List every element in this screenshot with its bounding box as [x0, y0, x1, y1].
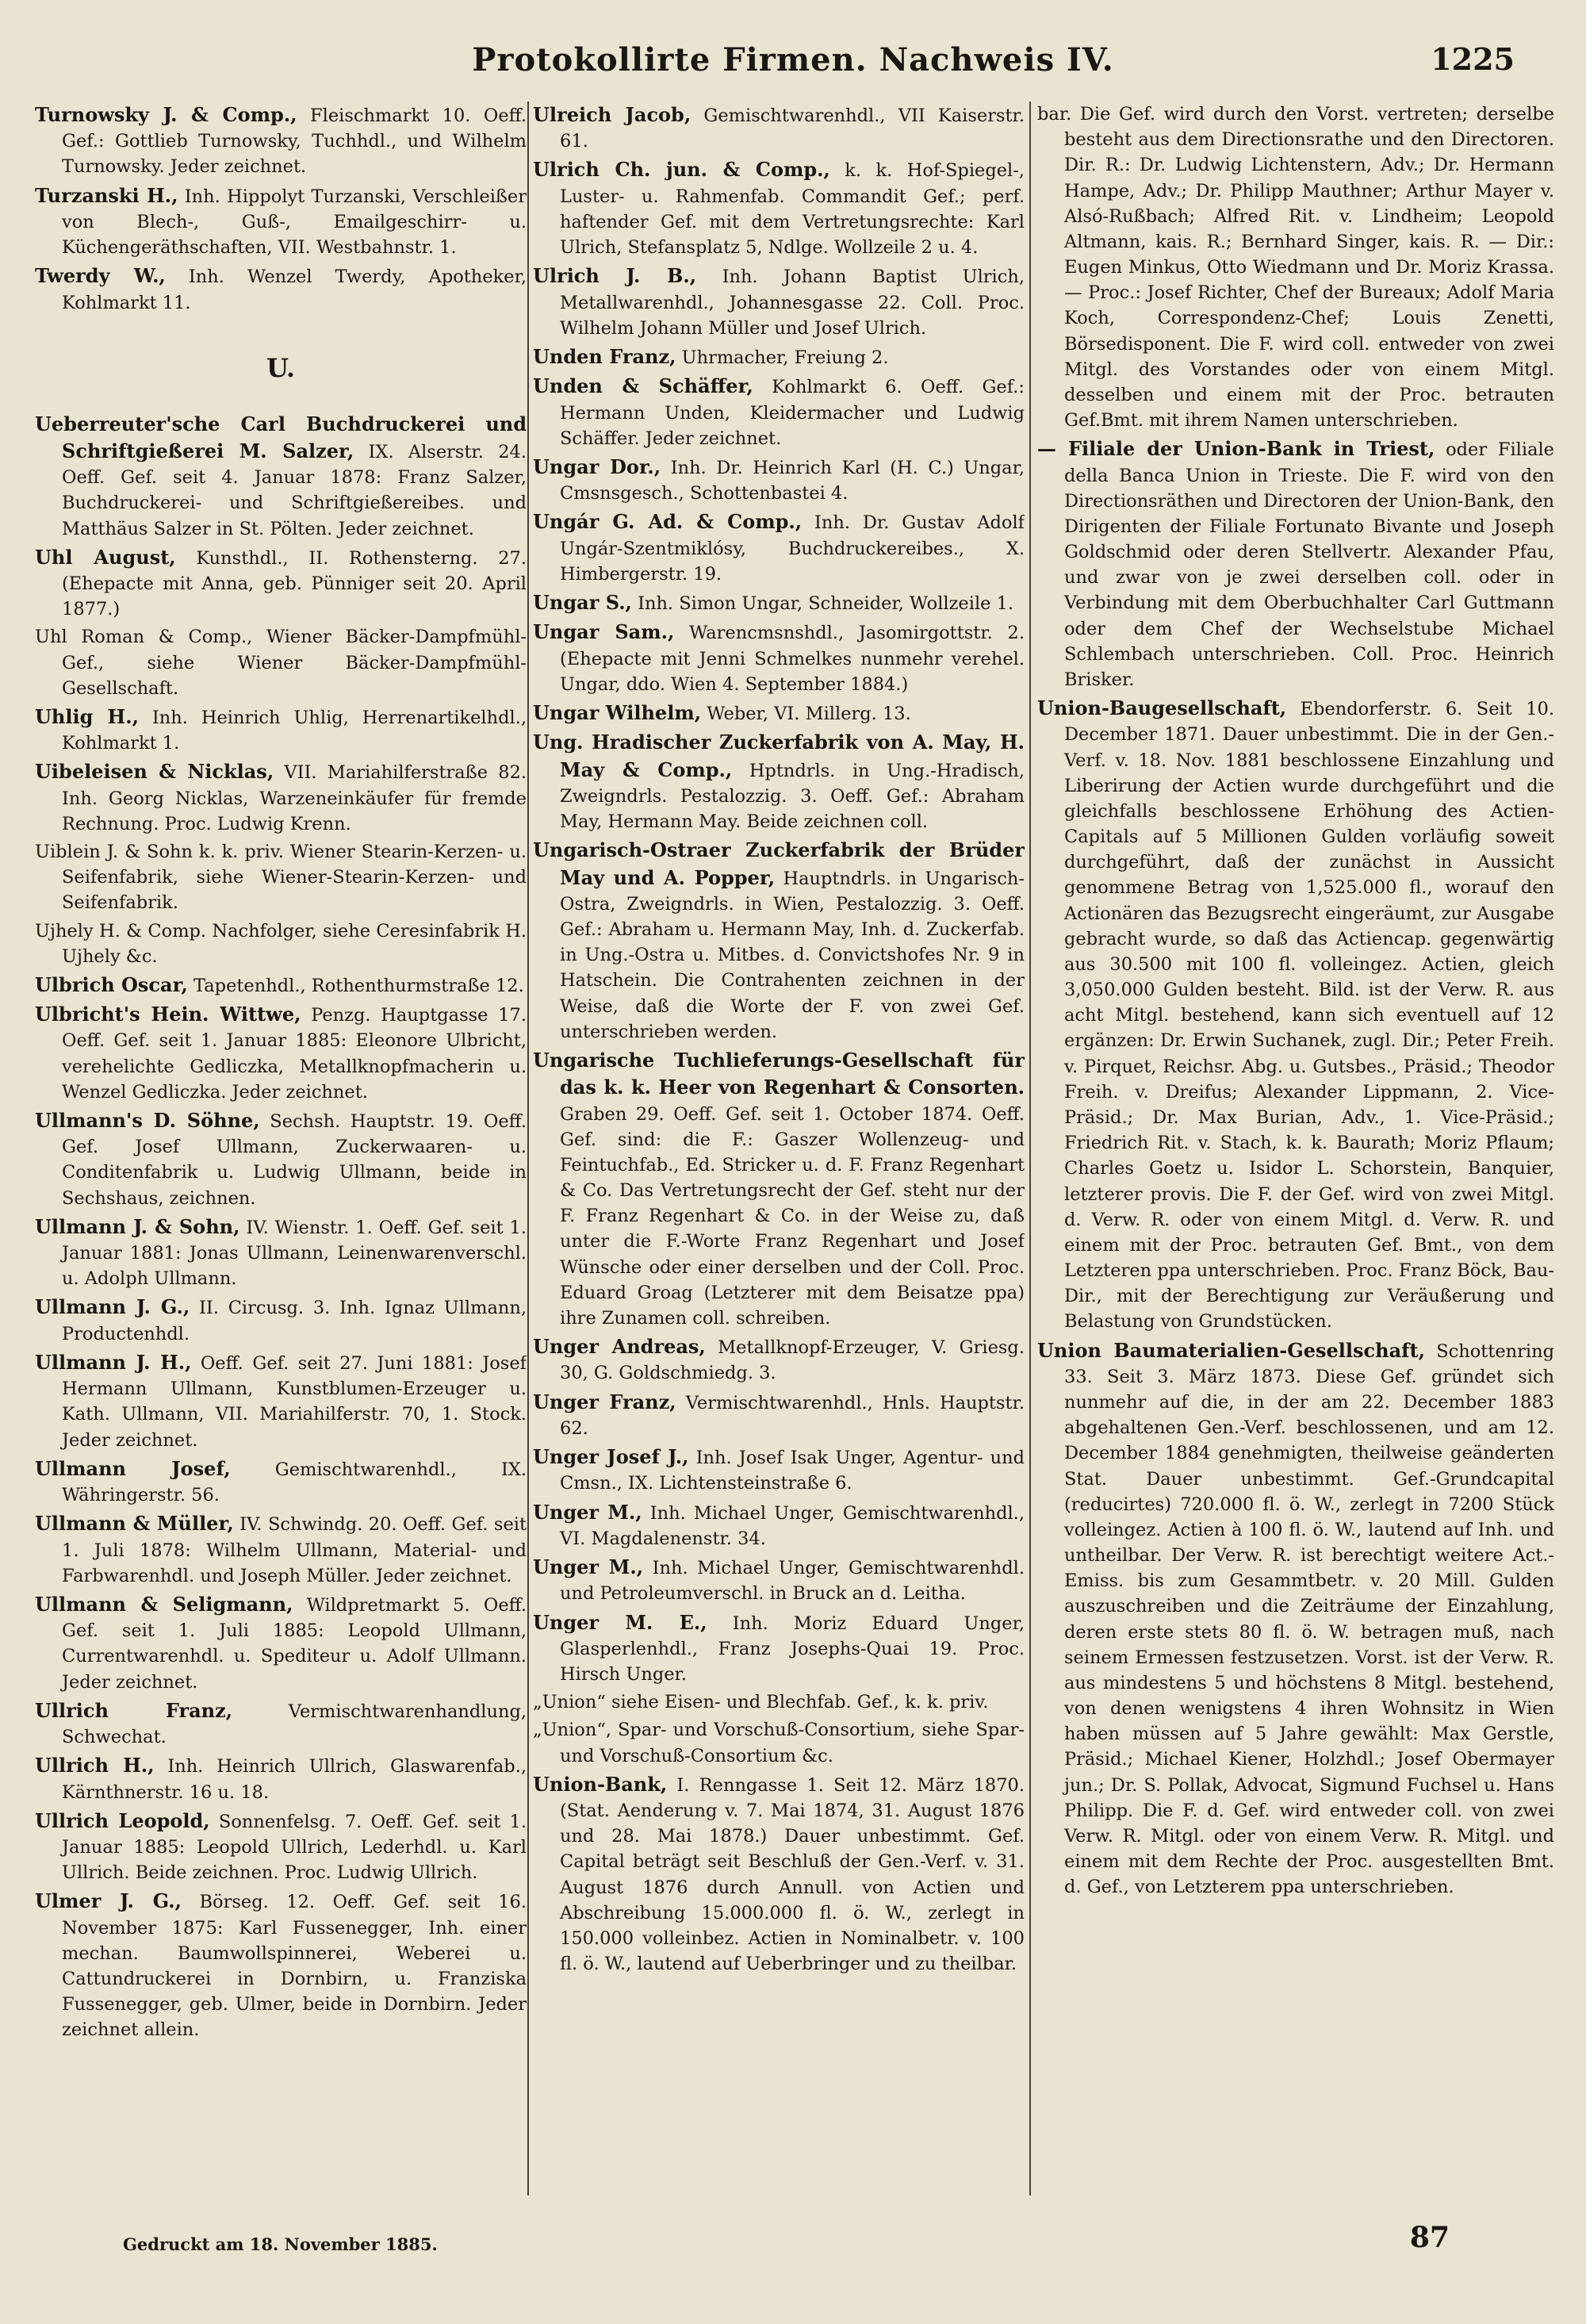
directory-entry — [35, 411, 527, 542]
directory-entry — [1037, 435, 1554, 692]
firm-name: Ulrich J. B., — [533, 264, 697, 288]
firm-name: Ungár G. Ad. & Comp., — [533, 510, 803, 534]
page-title: Protokollirte Firmen. Nachweis IV. — [472, 41, 1114, 79]
directory-entry — [1037, 102, 1554, 433]
firm-name: Ullmann & Seligmann, — [35, 1592, 293, 1616]
firm-name: Ung. Hradischer Zuckerfabrik von A. May, H. May & Comp., — [533, 731, 1025, 781]
firm-name: Unger M., — [533, 1500, 642, 1524]
firm-details: Kohlmarkt 6. Oeff. Gef.: Hermann Unden, Kleidermacher und Ludwig Schäffer. Jeder zeichnet. — [560, 377, 1025, 449]
firm-name: Union-Bank, — [533, 1772, 668, 1796]
directory-entry — [533, 156, 1025, 260]
firm-details: VII. Mariahilferstraße 82. Inh. Georg Nicklas, Warzeneinkäufer für fremde Rechnung. Proc. Ludwig Krenn. — [62, 762, 527, 834]
firm-name: Uibeleisen & Nicklas, — [35, 760, 274, 784]
directory-entry — [35, 1808, 527, 1886]
directory-entry — [1037, 695, 1554, 1334]
directory-entry — [35, 102, 527, 180]
directory-entry — [533, 1717, 1025, 1768]
directory-entry — [35, 1752, 527, 1804]
firm-details: k. k. Hof-Spiegel-, Luster- u. Rahmenfab. Commandit Gef.; perf. haftender Gef. mit dem Vertretungsrechte: Karl Ulrich, Stefansplatz 5, Ndlge. Wollzeile 2 u. 4. — [560, 160, 1025, 259]
firm-name: Twerdy W., — [35, 264, 166, 288]
page-number: 1225 — [1431, 41, 1515, 77]
print-date: Gedruckt am 18. November 1885. — [123, 2234, 438, 2254]
firm-details: Penzg. Hauptgasse 17. Oeff. Gef. seit 1. Januar 1885: Eleonore Ulbricht, verehelichte Gedliczka, Metallknopfmacherin u. Wenzel Gedliczka. Jeder zeichnet. — [62, 1005, 527, 1103]
directory-entry — [533, 508, 1025, 587]
firm-details: Börseg. 12. Oeff. Gef. seit 16. November 1875: Karl Fussenegger, Inh. einer mechan. Baumwollspinnerei, Weberei u. Cattundruckerei in Dornbirn, u. Franziska Fussenegger, geb. Ulmer, beide in Dornbirn. Jeder zeichnet allein. — [62, 1892, 527, 2041]
firm-details: Inh. Johann Baptist Ulrich, Metallwarenhdl., Johannesgasse 22. Coll. Proc. Wilhelm Johann Müller und Josef Ulrich. — [560, 267, 1025, 339]
firm-details: Inh. Dr. Gustav Adolf Ungár-Szentmiklósy, Buchdruckereibes., X. Himbergerstr. 19. — [560, 512, 1025, 585]
firm-name: Ulrich Ch. jun. & Comp., — [533, 158, 830, 182]
firm-details: Hauptndrls. in Ungarisch-Ostra, Zweigndrls. in Wien, Pestalozzig. 3. Oeff. Gef.: Abraham u. Hermann May, Inh. d. Zuckerfab. in Ung.-Ostra u. Mitbes. d. Convictshofes Nr. 9 in Hatschein. Die Contrahenten zeichnen in der Weise, daß die Worte der F. von zwei Gef. unterschrieben werden. — [560, 868, 1025, 1042]
firm-details: Inh. Dr. Heinrich Karl (H. C.) Ungar, Cmsnsgesch., Schottenbastei 4. — [560, 457, 1025, 504]
firm-name: Uhl August, — [35, 545, 176, 569]
directory-entry — [35, 1591, 527, 1695]
directory-entry — [35, 1697, 527, 1750]
firm-name: Ulbricht's Hein. Wittwe, — [35, 1003, 301, 1026]
firm-details: Graben 29. Oeff. Gef. seit 1. October 1874. Oeff. Gef. sind: die F.: Gaszer Wollenzeug- und Feintuchfab., Ed. Stricker u. d. F. Franz Regenhart & Co. Das Vertretungsrecht der Gef. steht nur der F. Franz Regenhart & Co. in der Weise zu, daß unter die F.-Worte Franz Regenhart und Josef Wünsche oder einer derselben und der Coll. Proc. Eduard Groag (Letzterer mit dem Beisatze ppa) ihre Zunamen coll. schreiben. — [560, 1103, 1025, 1329]
directory-entry — [35, 758, 527, 837]
directory-entry — [35, 1510, 527, 1589]
firm-name: Union Baumaterialien-Gesellschaft, — [1037, 1338, 1425, 1362]
firm-details: Uhl Roman & Comp., Wiener Bäcker-Dampfmühl-Gef., siehe Wiener Bäcker-Dampfmühl-Gesellschaft. — [35, 627, 527, 699]
firm-details: Inh. Moriz Eduard Unger, Glasperlenhdl., Franz Josephs-Quai 19. Proc. Hirsch Unger. — [560, 1613, 1025, 1685]
firm-details: Warencmsnshdl., Jasomirgottstr. 2. (Ehepacte mit Jenni Schmelkes nunmehr verehel. Ungar, ddo. Wien 4. September 1884.) — [560, 623, 1025, 695]
firm-details: IX. Alserstr. 24. Oeff. Gef. seit 4. Januar 1878: Franz Salzer, Buchdruckerei- und Schriftgießereibes. und Matthäus Salzer in St. Pölten. Jeder zeichnet. — [62, 441, 527, 539]
firm-name: Unger Josef J., — [533, 1445, 689, 1469]
directory-entry — [35, 839, 527, 916]
firm-name: Ulreich Jacob, — [533, 103, 691, 126]
firm-name: — Filiale der Union-Bank in Triest, — [1037, 437, 1435, 461]
directory-entry — [533, 1771, 1025, 1977]
firm-details: Weber, VI. Millerg. 13. — [707, 704, 911, 725]
firm-name: Ullmann & Müller, — [35, 1512, 234, 1536]
firm-details: Tapetenhdl., Rothenthurmstraße 12. — [193, 975, 524, 996]
directory-entry — [533, 102, 1025, 154]
firm-details: Ebendorferstr. 6. Seit 10. December 1871. Dauer unbestimmt. Die in der Gen.-Verf. v. 18. Nov. 1881 beschlossene Einzahlung und Liberirung der Actien wurde durchgeführt und die gleichfalls beschlossene Erhöhung des Actien-Capitals auf 5 Millionen Gulden vorläufig soweit durchgeführt, daß der zunächst in Aussicht genommene Betrag von 1,525.000 fl., worauf den Actionären das Bezugsrecht eingeräumt, zur Ausgabe gebracht wurde, so daß das Actiencap. gegenwärtig aus 30.500 mit 100 fl. volleingez. Actien, gleich 3,050.000 Gulden besteht. Bild. ist der Verw. R. aus acht Mitgl. bestehend, kann sich eventuell auf 12 ergänzen: Dr. Erwin Suchanek, zugl. Dir.; Peter Freih. v. Pirquet, Reichsr. Abg. u. Gutsbes., Präsid.; Theodor Freih. v. Dreifus; Alexander Lippmann, 2. Vice-Präsid.; Dr. Max Burian, Adv., 1. Vice-Präsid.; Friedrich Rit. v. Stach, k. k. Baurath; Moriz Pflaum; Charles Goetz u. Isidor L. Schorstein, Banquier, letzterer provis. Die F. der Gef. wird von zwei Mitgl. d. Verw. R. oder von einem Mitgl. d. Verw. R. und einem mit der Proc. betrauten Gef. Bmt., von dem Letzteren ppa unterschrieben. Proc. Franz Böck, Bau-Dir., mit der Berechtigung zur Veräußerung und Belastung von Grundstücken. — [1064, 699, 1554, 1333]
firm-details: Kunsthdl., II. Rothensterng. 27. (Ehepacte mit Anna, geb. Pünniger seit 20. April 1877.) — [62, 547, 527, 620]
firm-name: Ullmann J. H., — [35, 1350, 192, 1374]
directory-entry — [35, 918, 527, 969]
firm-details: Inh. Wenzel Twerdy, Apotheker, Kohlmarkt 11. — [62, 267, 527, 313]
directory-entry — [1037, 1337, 1554, 1900]
firm-name: Unger M. E., — [533, 1610, 707, 1634]
directory-entry — [35, 1455, 527, 1508]
firm-name: Turnowsky J. & Comp., — [35, 103, 297, 126]
firm-name: Ungar Wilhelm, — [533, 701, 702, 725]
firm-details: Schottenring 33. Seit 3. März 1873. Diese Gef. gründet sich nunmehr auf die, in der am 22. December 1883 abgehaltenen Gen.-Verf. beschlossenen, und am 12. December 1884 genehmigten, theilweise geänderten Stat. Dauer unbestimmt. Gef.-Grundcapital (reducirtes) 720.000 fl. ö. W., zerlegt in 7200 Stück volleingez. Actien à 100 fl. ö. W., lautend auf Inh. und untheilbar. Der Verw. R. ist berechtigt weitere Act.-Emiss. bis zum Gesammtbetr. v. 20 Mill. Gulden auszuschreiben und die Zeiträume der Einzahlung, deren erste stets 80 fl. ö. W. betragen muß, nach seinem Ermessen festzusetzen. Vorst. ist der Verw. R. aus mindestens 5 und höchstens 8 Mitgl. bestehend, von denen wenigstens 4 ihren Wohnsitz in Wien haben müssen auf 5 Jahre gewählt: Max Gerstle, Präsid.; Michael Kiener, Holzhdl.; Josef Obermayer jun.; Dr. S. Pollak, Advocat, Sigmund Fuchsel u. Hans Philipp. Die F. d. Gef. wird entweder coll. von zwei Verw. R. Mitgl. oder von einem Verw. R. Mitgl. und einem mit dem Rechte der Proc. ausgestellten Bmt. d. Gef., von Letzterem ppa unterschrieben. — [1064, 1340, 1554, 1898]
directory-entry — [533, 263, 1025, 341]
firm-details: Metallknopf-Erzeuger, V. Griesg. 30, G. Goldschmiedg. 3. — [560, 1337, 1025, 1384]
firm-details: Inh. Michael Unger, Gemischtwarenhdl. und Petroleumverschl. in Bruck an d. Leitha. — [560, 1558, 1025, 1605]
firm-name: Unger M., — [533, 1555, 644, 1579]
firm-name: Ulbrich Oscar, — [35, 972, 188, 996]
directory-entry — [533, 373, 1025, 451]
firm-details: Vermischtwarenhdl., Hnls. Hauptstr. 62. — [560, 1392, 1025, 1439]
column-divider — [1029, 102, 1031, 2196]
column-divider — [527, 102, 529, 2196]
firm-details: I. Renngasse 1. Seit 12. März 1870. (Stat. Aenderung v. 7. Mai 1874, 31. August 1876 und 28. Mai 1878.) Dauer unbestimmt. Gef. Capital beträgt seit Beschluß der Gen.-Verf. v. 31. August 1876 durch Annull. von Actien und Abschreibung 15.000.000 fl. ö. W., zerlegt in 150.000 volleinbez. Actien in Nominalbetr. v. 100 fl. ö. W., lautend auf Ueberbringer und zu theilbar. — [560, 1774, 1025, 1975]
firm-name: Ullmann's D. Söhne, — [35, 1109, 260, 1132]
firm-details: Hptndrls. in Ung.-Hradisch, Zweigndrls. Pestalozzig. 3. Oeff. Gef.: Abraham May, Hermann May. Beide zeichnen coll. — [560, 760, 1025, 833]
directory-entry — [35, 1349, 527, 1453]
firm-details: Gemischtwarenhdl., VII Kaiserstr. 61. — [560, 105, 1025, 152]
firm-details: Inh. Michael Unger, Gemischtwarenhdl., VI. Magdalenenstr. 34. — [560, 1502, 1025, 1549]
firm-name: Unden Franz, — [533, 344, 676, 368]
firm-name: Union-Baugesellschaft, — [1037, 696, 1287, 720]
firm-name: Uhlig H., — [35, 704, 139, 728]
directory-entry — [533, 343, 1025, 370]
firm-details: Oeff. Gef. seit 27. Juni 1881: Josef Hermann Ullmann, Kunstblumen-Erzeuger u. Kath. Ullmann, VII. Mariahilferstr. 70, 1. Stock. Jeder zeichnet. — [62, 1352, 527, 1451]
directory-entry — [533, 729, 1025, 834]
sheet-number: 87 — [1409, 2221, 1450, 2254]
directory-entry — [533, 1389, 1025, 1441]
firm-name: Ulmer J. G., — [35, 1889, 182, 1913]
firm-name: Ullrich H., — [35, 1754, 155, 1778]
section-letter-u: U. — [266, 352, 296, 383]
directory-entry — [35, 1888, 527, 2042]
firm-name: Ungar Sam., — [533, 620, 675, 644]
directory-entry — [533, 700, 1025, 727]
firm-details: Uiblein J. & Sohn k. k. priv. Wiener Stearin-Kerzen- u. Seifenfabrik, siehe Wiener-Stearin-Kerzen- und Seifenfabrik. — [35, 842, 527, 914]
firm-details: Inh. Hippolyt Turzanski, Verschleißer von Blech-, Guß-, Emailgeschirr- u. Küchengeräthschaften, VII. Westbahnstr. 1. — [62, 186, 527, 259]
directory-entry — [35, 1294, 527, 1346]
firm-name: Ullmann J. G., — [35, 1295, 190, 1319]
directory-entry — [35, 1107, 527, 1211]
firm-details: „Union“, Spar- und Vorschuß-Consortium, siehe Spar- und Vorschuß-Consortium &c. — [533, 1720, 1025, 1766]
column-middle — [533, 102, 1025, 2196]
firm-name: Ullmann J. & Sohn, — [35, 1214, 240, 1238]
firm-details: Inh. Heinrich Uhlig, Herrenartikelhdl., Kohlmarkt 1. — [62, 707, 527, 754]
firm-name: Unger Andreas, — [533, 1335, 706, 1359]
firm-details: Sonnenfelsg. 7. Oeff. Gef. seit 1. Januar 1885: Leopold Ullrich, Lederhdl. u. Karl Ullrich. Beide zeichnen. Proc. Ludwig Ullrich. — [62, 1811, 527, 1884]
directory-entry — [533, 1444, 1025, 1496]
directory-entry — [533, 837, 1025, 1045]
firm-name: Ullrich Franz, — [35, 1698, 233, 1722]
directory-entry — [533, 1609, 1025, 1688]
firm-name: Ungarische Tuchlieferungs-Gesellschaft für das k. k. Heer von Regenhart & Consorten. — [533, 1048, 1025, 1099]
directory-entry — [533, 1333, 1025, 1386]
directory-entry — [533, 1554, 1025, 1606]
directory-entry — [35, 972, 527, 999]
directory-entry — [533, 1499, 1025, 1551]
directory-entry — [35, 263, 527, 315]
firm-name: Unden & Schäffer, — [533, 374, 753, 398]
firm-details: Uhrmacher, Freiung 2. — [681, 347, 889, 368]
firm-details: Wildpretmarkt 5. Oeff. Gef. seit 1. Juli 1885: Leopold Ullmann, Currentwarenhdl. u. Spediteur u. Adolf Ullmann. Jeder zeichnet. — [62, 1594, 527, 1693]
firm-name: Ullmann Josef, — [35, 1456, 231, 1480]
firm-details: oder Filiale della Banca Union in Trieste. Die F. wird von den Directionsräthen und Directoren der Union-Bank, den Dirigenten der Filiale Fortunato Bivante und Joseph Goldschmid oder deren Stellvertr. Alexander Pfau, und zwar von je zwei derselben coll. oder in Verbindung mit dem Oberbuchhalter Carl Guttmann oder dem Chef der Wechselstube Michael Schlembach unterschrieben. Coll. Proc. Heinrich Brisker. — [1064, 439, 1554, 690]
directory-entry — [35, 1001, 527, 1105]
firm-name: Ungar Dor., — [533, 454, 661, 478]
firm-name: Unger Franz, — [533, 1390, 676, 1413]
firm-name: Ungar S., — [533, 591, 632, 615]
firm-details: bar. Die Gef. wird durch den Vorst. vertreten; derselbe besteht aus dem Directionsrathe und den Directoren. Dir. R.: Dr. Ludwig Lichtenstern, Adv.; Dr. Hermann Hampe, Adv.; Dr. Philipp Mauthner; Arthur Mayer v. Alsó-Rußbach; Alfred Rit. v. Lindheim; Leopold Altmann, kais. R.; Bernhard Singer, kais. R. — Dir.: Eugen Minkus, Otto Wiedmann und Dr. Moriz Krassa. — Proc.: Josef Richter, Chef der Bureaux; Adolf Maria Koch, Correspondenz-Chef; Louis Zenetti, Börsedisponent. Die F. wird coll. entweder von zwei Mitgl. des Vorstandes oder von einem Mitgl. desselben und einem mit der Proc. betrauten Gef.Bmt. mit ihrem Namen unterschrieben. — [1037, 104, 1554, 431]
directory-entry — [35, 704, 527, 756]
firm-details: Vermischtwarenhandlung, Schwechat. — [62, 1701, 527, 1748]
column-right — [1037, 102, 1554, 2196]
firm-details: Sechsh. Hauptstr. 19. Oeff. Gef. Josef Ullmann, Zuckerwaaren- u. Conditenfabrik u. Ludwig Ullmann, beide in Sechshaus, zeichnen. — [62, 1111, 527, 1209]
firm-name: Ungarisch-Ostraer Zuckerfabrik der Brüder May und A. Popper, — [533, 838, 1025, 889]
directory-entry — [533, 1689, 1025, 1715]
firm-name: Ullrich Leopold, — [35, 1808, 210, 1832]
firm-name: Turzanski H., — [35, 183, 178, 207]
directory-entry — [533, 454, 1025, 506]
firm-details: Gemischtwarenhdl., IX. Währingerstr. 56. — [62, 1459, 527, 1506]
firm-details: Inh. Heinrich Ullrich, Glaswarenfab., Kärnthnerstr. 16 u. 18. — [62, 1756, 527, 1803]
directory-entry — [533, 1047, 1025, 1331]
firm-details: „Union“ siehe Eisen- und Blechfab. Gef., k. k. priv. — [533, 1692, 989, 1713]
firm-details: Inh. Simon Ungar, Schneider, Wollzeile 1. — [638, 593, 1014, 615]
firm-details: IV. Schwindg. 20. Oeff. Gef. seit 1. Juli 1878: Wilhelm Ullmann, Material- und Farbwarenhdl. und Joseph Müller. Jeder zeichnet. — [62, 1514, 527, 1586]
directory-entry — [533, 619, 1025, 697]
directory-entry — [35, 1214, 527, 1292]
firm-details: IV. Wienstr. 1. Oeff. Gef. seit 1. Januar 1881: Jonas Ullmann, Leinenwarenverschl. u. Adolph Ullmann. — [62, 1217, 527, 1290]
firm-details: II. Circusg. 3. Inh. Ignaz Ullmann, Productenhdl. — [62, 1298, 527, 1344]
firm-name: Ueberreuter'sche Carl Buchdruckerei und Schriftgießerei M. Salzer, — [35, 412, 527, 462]
firm-details: Ujhely H. & Comp. Nachfolger, siehe Ceresinfabrik H. Ujhely &c. — [35, 920, 527, 967]
directory-entry — [35, 544, 527, 623]
column-left — [35, 102, 527, 2196]
firm-details: Inh. Josef Isak Unger, Agentur- und Cmsn., IX. Lichtensteinstraße 6. — [560, 1448, 1025, 1494]
directory-entry — [35, 624, 527, 701]
firm-details: Fleischmarkt 10. Oeff. Gef.: Gottlieb Turnowsky, Tuchhdl., und Wilhelm Turnowsky. Jeder zeichnet. — [62, 105, 527, 178]
directory-entry — [35, 182, 527, 261]
directory-entry — [533, 589, 1025, 616]
